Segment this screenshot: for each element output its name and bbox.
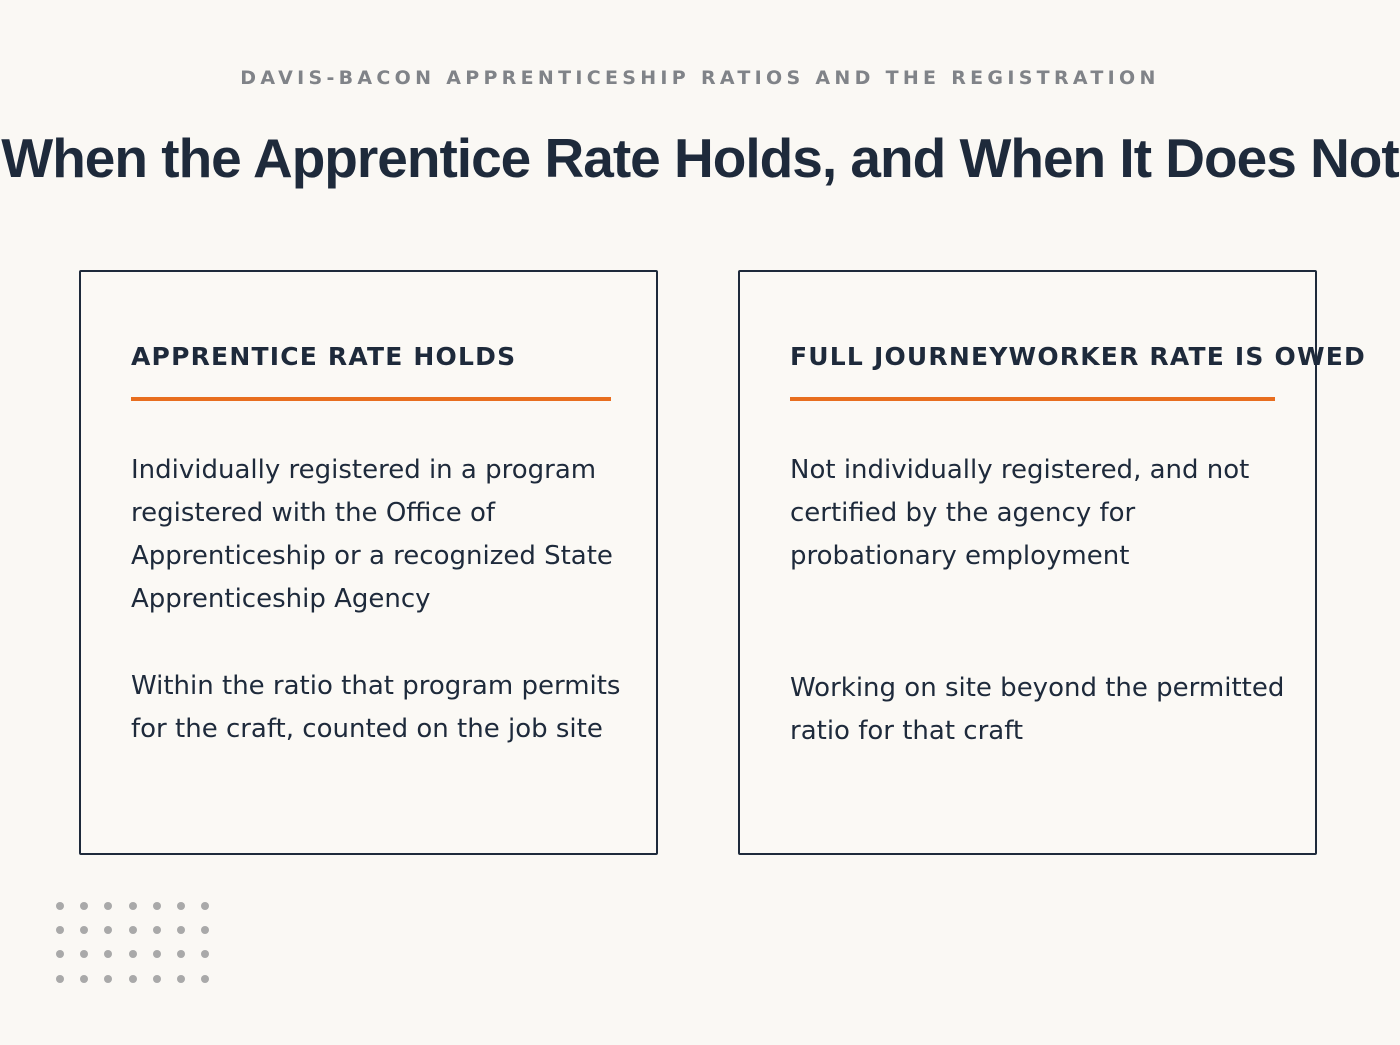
decorative-dot (201, 926, 209, 934)
decorative-dot (80, 975, 88, 983)
card-heading: FULL JOURNEYWORKER RATE IS OWED (790, 342, 1366, 371)
decorative-dot (177, 975, 185, 983)
decorative-dot (80, 950, 88, 958)
page-title: When the Apprentice Rate Holds, and When It Does Not (1, 127, 1399, 189)
decorative-dot (104, 902, 112, 910)
full-journeyworker-rate-card (738, 270, 1366, 855)
card-item: Not individually registered, and not certified by the agency for probationary employment (790, 455, 1250, 571)
decorative-dot (153, 902, 161, 910)
decorative-dot (201, 975, 209, 983)
decorative-dot (56, 950, 64, 958)
decorative-dot (153, 950, 161, 958)
decorative-dot (56, 926, 64, 934)
apprentice-rate-holds-card (79, 270, 658, 855)
accent-rule (790, 397, 1275, 401)
decorative-dot (104, 975, 112, 983)
decorative-dot (153, 926, 161, 934)
decorative-dot (201, 950, 209, 958)
card-heading: APPRENTICE RATE HOLDS (131, 342, 517, 371)
decorative-dot-grid (56, 902, 209, 983)
decorative-dot (177, 926, 185, 934)
decorative-dot (80, 926, 88, 934)
page-kicker: DAVIS-BACON APPRENTICESHIP RATIOS AND THE REGISTRATION (240, 67, 1160, 89)
decorative-dot (56, 975, 64, 983)
decorative-dot (104, 950, 112, 958)
decorative-dot (129, 950, 137, 958)
decorative-dot (129, 902, 137, 910)
decorative-dot (201, 902, 209, 910)
decorative-dot (56, 902, 64, 910)
card-item: Within the ratio that program permits for the craft, counted on the job site (131, 671, 621, 744)
card-item: Working on site beyond the permitted ratio for that craft (790, 673, 1285, 746)
decorative-dot (177, 950, 185, 958)
decorative-dot (129, 926, 137, 934)
decorative-dot (177, 902, 185, 910)
decorative-dot (104, 926, 112, 934)
decorative-dot (129, 975, 137, 983)
card-item: Individually registered in a program registered with the Office of Apprenticeship or a recognized State Apprenticeship Agency (131, 455, 613, 614)
decorative-dot (153, 975, 161, 983)
decorative-dot (80, 902, 88, 910)
accent-rule (131, 397, 611, 401)
